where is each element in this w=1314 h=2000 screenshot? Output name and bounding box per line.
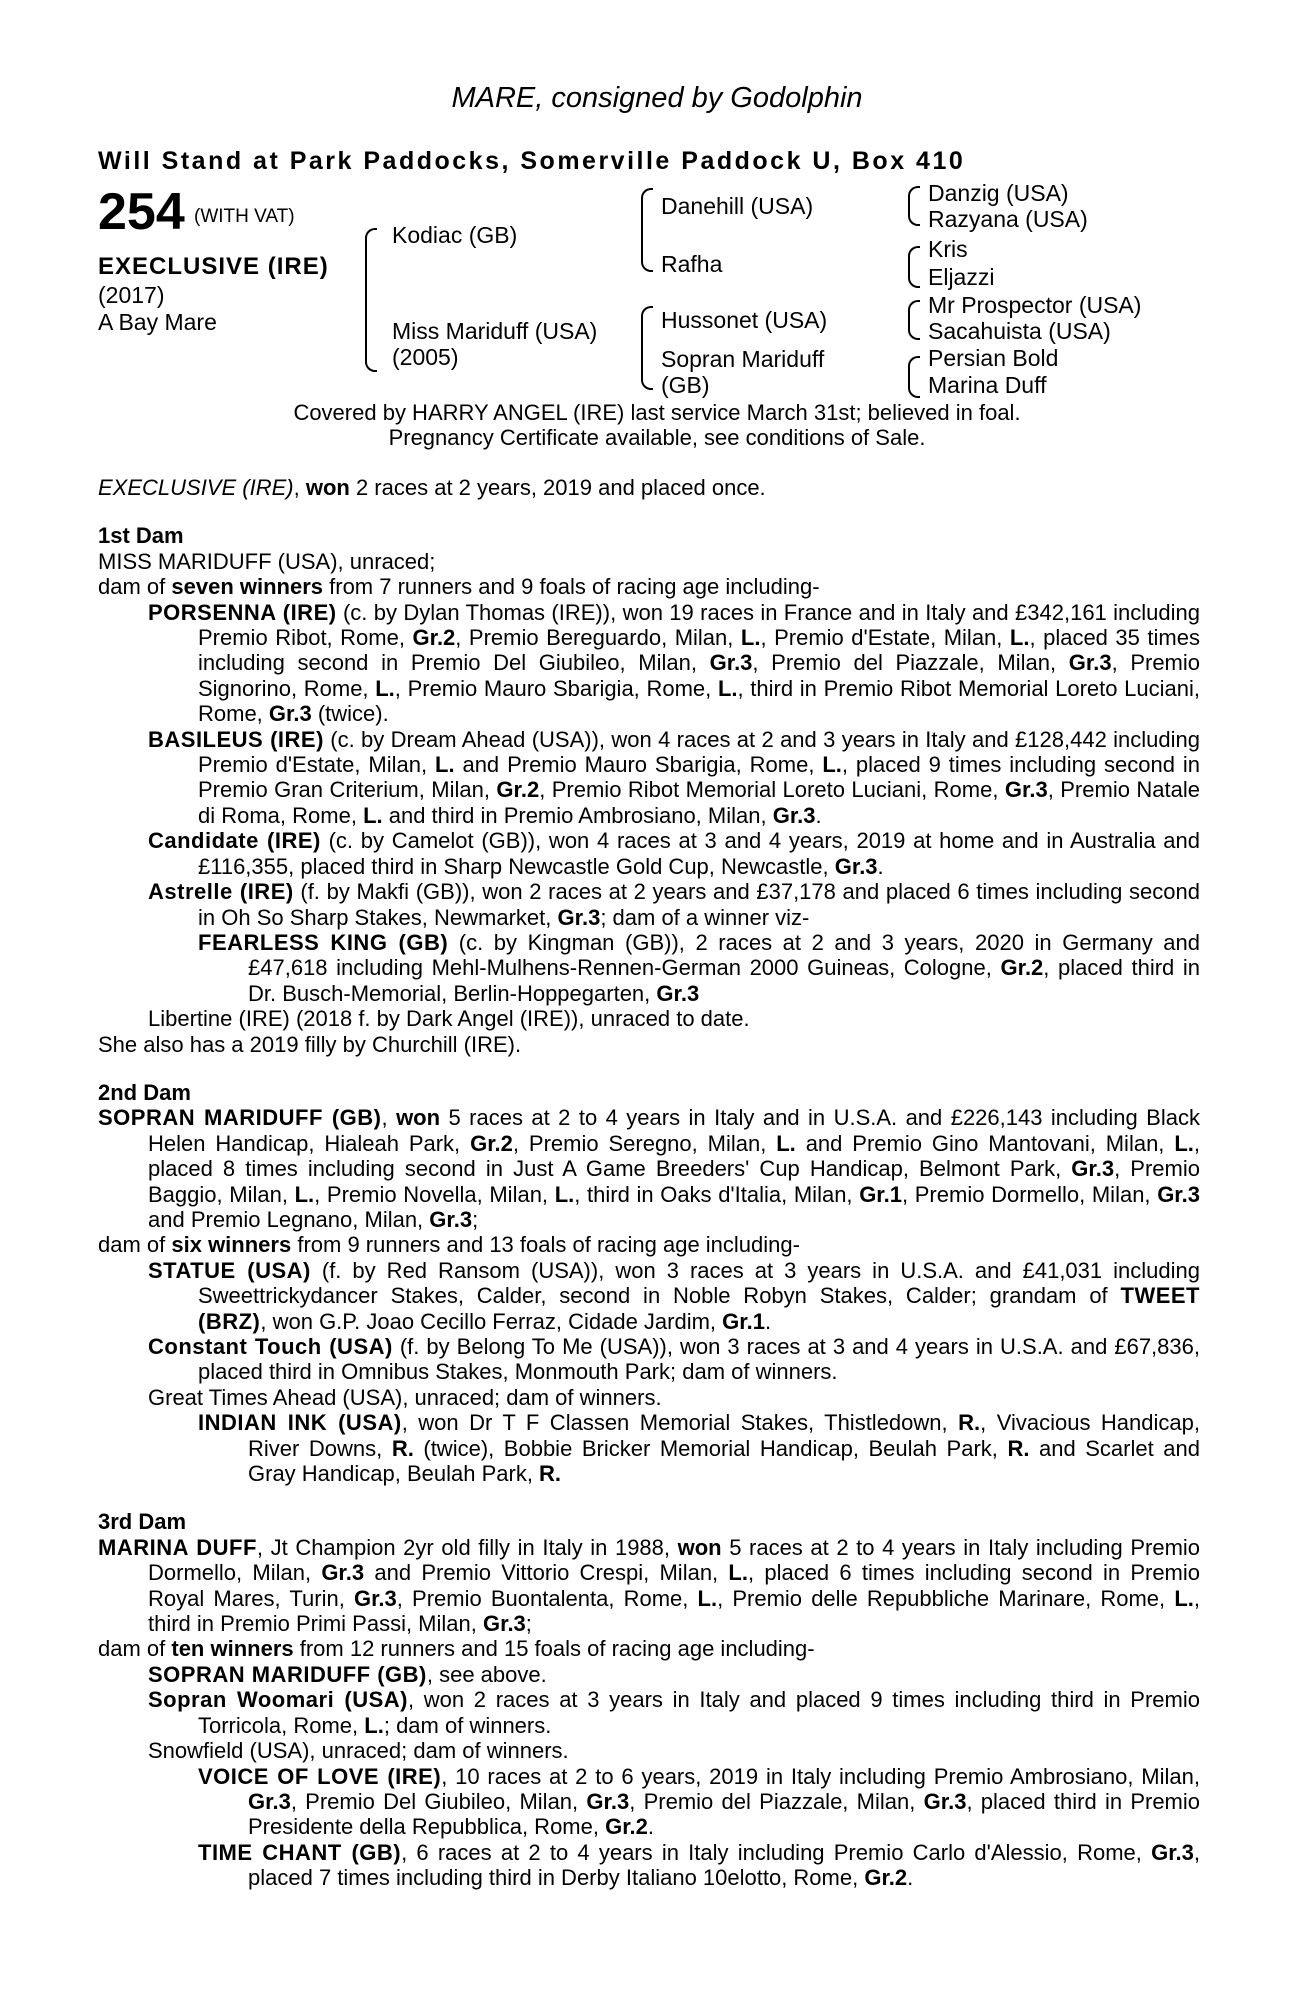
pedigree-g5: Mr Prospector (USA) xyxy=(928,292,1142,318)
pedigree-g1: Danzig (USA) xyxy=(928,180,1069,206)
race-record: EXECLUSIVE (IRE), won 2 races at 2 years, 2019 and placed once. xyxy=(98,475,766,500)
progeny-entry: INDIAN INK (USA), won Dr T F Classen Memorial Stakes, Thistledown, R., Vivacious Handicap, River Downs, R. (twice), Bobbie Bricker Memorial Handicap, Beulah Park, R. and Scarlet and Gray Handicap, Beulah Park, R. xyxy=(198,1410,1200,1487)
progeny-note: She also has a 2019 filly by Churchill (IRE). xyxy=(98,1031,522,1057)
progeny-entry: Snowfield (USA), unraced; dam of winners. xyxy=(148,1738,569,1764)
progeny-entry: VOICE OF LOVE (IRE), 10 races at 2 to 6 years, 2019 in Italy including Premio Ambrosiano, Milan, Gr.3, Premio Del Giubileo, Milan, Gr.3, Premio del Piazzale, Milan, Gr.3, placed third in Premio Presidente della Repubblica, Rome, Gr.2. xyxy=(198,1763,1201,1840)
pedigree-g4: Eljazzi xyxy=(928,264,995,290)
pedigree-bracket xyxy=(908,300,920,340)
pedigree-dam-dam: Sopran Mariduff xyxy=(661,346,825,372)
pedigree-bracket xyxy=(908,186,920,226)
progeny-entry: STATUE (USA) (f. by Red Ransom (USA)), won 3 races at 3 years in U.S.A. and £41,031 including Sweettrickydancer Stakes, Calder, second in Noble Robyn Stakes, Calder; grandam of TWEET (BRZ), won G.P. Joao Cecillo Ferraz, Cidade Jardim, Gr.1. xyxy=(148,1257,1200,1334)
covered-note: Covered by HARRY ANGEL (IRE) last service March 31st; believed in foal. xyxy=(293,400,1021,425)
pedigree-sire: Kodiac (GB) xyxy=(392,222,518,248)
progeny-entry: PORSENNA (IRE) (c. by Dylan Thomas (IRE)), won 19 races in France and in Italy and £342,161 including Premio Ribot, Rome, Gr.2, Premio Bereguardo, Milan, L., Premio d'Estate, Milan, L., placed 35 times including second in Premio Del Giubileo, Milan, Gr.3, Premio del Piazzale, Milan, Gr.3, Premio Signorino, Rome, L., Premio Mauro Sbarigia, Rome, L., third in Premio Ribot Memorial Loreto Luciani, Rome, Gr.3 (twice). xyxy=(148,599,1201,727)
first-dam-heading: 1st Dam xyxy=(98,523,184,549)
progeny-entry: FEARLESS KING (GB) (c. by Kingman (GB)), 2 races at 2 and 3 years, 2020 in Germany and £47,618 including Mehl-Mulhens-Rennen-German 2000 Guineas, Cologne, Gr.2, placed third in Dr. Busch-Memorial, Berlin-Hoppegarten, Gr.3 xyxy=(198,929,1201,1006)
progeny-entry: Sopran Woomari (USA), won 2 races at 3 years in Italy and placed 9 times including third in Premio Torricola, Rome, L.; dam of winners. xyxy=(148,1687,1200,1738)
pregnancy-note: Pregnancy Certificate available, see conditions of Sale. xyxy=(388,425,926,450)
pedigree-dam-sire: Hussonet (USA) xyxy=(661,307,828,333)
second-dam-heading: 2nd Dam xyxy=(98,1079,191,1105)
horse-year: (2017) xyxy=(98,282,165,308)
first-dam-intro: MISS MARIDUFF (USA), unraced; xyxy=(98,548,436,574)
pedigree-sire-sire: Danehill (USA) xyxy=(661,193,814,219)
pedigree-dam: Miss Mariduff (USA) xyxy=(392,318,598,344)
pedigree-bracket xyxy=(641,306,653,390)
progeny-entry: Constant Touch (USA) (f. by Belong To Me (USA)), won 3 races at 3 and 4 years in U.S.A. and £67,836, placed third in Omnibus Stakes, Monmouth Park; dam of winners. xyxy=(148,1334,1200,1385)
third-dam-record: MARINA DUFF, Jt Champion 2yr old filly in Italy in 1988, won 5 races at 2 to 4 years in Italy including Premio Dormello, Milan, Gr.3 and Premio Vittorio Crespi, Milan, L., placed 6 times including second in Premio Royal Mares, Turin, Gr.3, Premio Buontalenta, Rome, L., Premio delle Repubbliche Marinare, Rome, L., third in Premio Primi Passi, Milan, Gr.3; xyxy=(98,1534,1201,1637)
horse-name: EXECLUSIVE (IRE) xyxy=(98,253,329,280)
pedigree-g6: Sacahuista (USA) xyxy=(928,318,1111,344)
pedigree-bracket xyxy=(908,246,920,288)
progeny-entry: Libertine (IRE) (2018 f. by Dark Angel (IRE)), unraced to date. xyxy=(148,1006,750,1032)
pedigree-g7: Persian Bold xyxy=(928,345,1059,371)
pedigree-g8: Marina Duff xyxy=(928,372,1047,398)
second-dam-summary: dam of six winners from 9 runners and 13 foals of racing age including- xyxy=(98,1232,800,1258)
first-dam-summary: dam of seven winners from 7 runners and 9 foals of racing age including- xyxy=(98,574,820,600)
second-dam-record: SOPRAN MARIDUFF (GB), won 5 races at 2 to 4 years in Italy and in U.S.A. and £226,143 including Black Helen Handicap, Hialeah Park, Gr.2, Premio Seregno, Milan, L. and Premio Gino Mantovani, Milan, L., placed 8 times including second in Just A Game Breeders' Cup Handicap, Belmont Park, Gr.3, Premio Baggio, Milan, L., Premio Novella, Milan, L., third in Oaks d'Italia, Milan, Gr.1, Premio Dormello, Milan, Gr.3 and Premio Legnano, Milan, Gr.3; xyxy=(98,1105,1200,1232)
pedigree-bracket xyxy=(365,228,377,372)
progeny-entry: TIME CHANT (GB), 6 races at 2 to 4 years in Italy including Premio Carlo d'Alessio, Rome, Gr.3, placed 7 times including third in Derby Italiano 10elotto, Rome, Gr.2. xyxy=(198,1839,1201,1891)
horse-description: A Bay Mare xyxy=(98,309,217,335)
lot-number: 254 xyxy=(98,183,185,241)
pedigree-dam-dam-suffix: (GB) xyxy=(661,372,710,398)
progeny-entry: Candidate (IRE) (c. by Camelot (GB)), won 4 races at 3 and 4 years, 2019 at home and in Australia and £116,355, placed third in Sharp Newcastle Gold Cup, Newcastle, Gr.3. xyxy=(148,828,1200,879)
pedigree-bracket xyxy=(641,188,653,272)
page-title: MARE, consigned by Godolphin xyxy=(451,82,863,114)
progeny-entry: Great Times Ahead (USA), unraced; dam of winners. xyxy=(148,1384,662,1410)
pedigree-sire-dam: Rafha xyxy=(661,251,723,277)
third-dam-heading: 3rd Dam xyxy=(98,1509,187,1535)
third-dam-summary: dam of ten winners from 12 runners and 15 foals of racing age including- xyxy=(98,1636,815,1662)
progeny-entry: SOPRAN MARIDUFF (GB), see above. xyxy=(148,1661,547,1687)
stand-location: Will Stand at Park Paddocks, Somerville Paddock U, Box 410 xyxy=(98,147,966,175)
pedigree-dam-year: (2005) xyxy=(392,344,459,370)
vat-note: (WITH VAT) xyxy=(194,206,295,227)
progeny-entry: Astrelle (IRE) (f. by Makfi (GB)), won 2 races at 2 years and £37,178 and placed 6 times including second in Oh So Sharp Stakes, Newmarket, Gr.3; dam of a winner viz- xyxy=(148,879,1200,930)
progeny-entry: BASILEUS (IRE) (c. by Dream Ahead (USA)), won 4 races at 2 and 3 years in Italy and £128,442 including Premio d'Estate, Milan, L. and Premio Mauro Sbarigia, Rome, L., placed 9 times including second in Premio Gran Criterium, Milan, Gr.2, Premio Ribot Memorial Loreto Luciani, Rome, Gr.3, Premio Natale di Roma, Rome, L. and third in Premio Ambrosiano, Milan, Gr.3. xyxy=(148,726,1200,828)
pedigree-g3: Kris xyxy=(928,236,968,262)
pedigree-bracket xyxy=(908,356,920,398)
catalogue-body xyxy=(98,475,1200,1891)
pedigree-g2: Razyana (USA) xyxy=(928,206,1088,232)
